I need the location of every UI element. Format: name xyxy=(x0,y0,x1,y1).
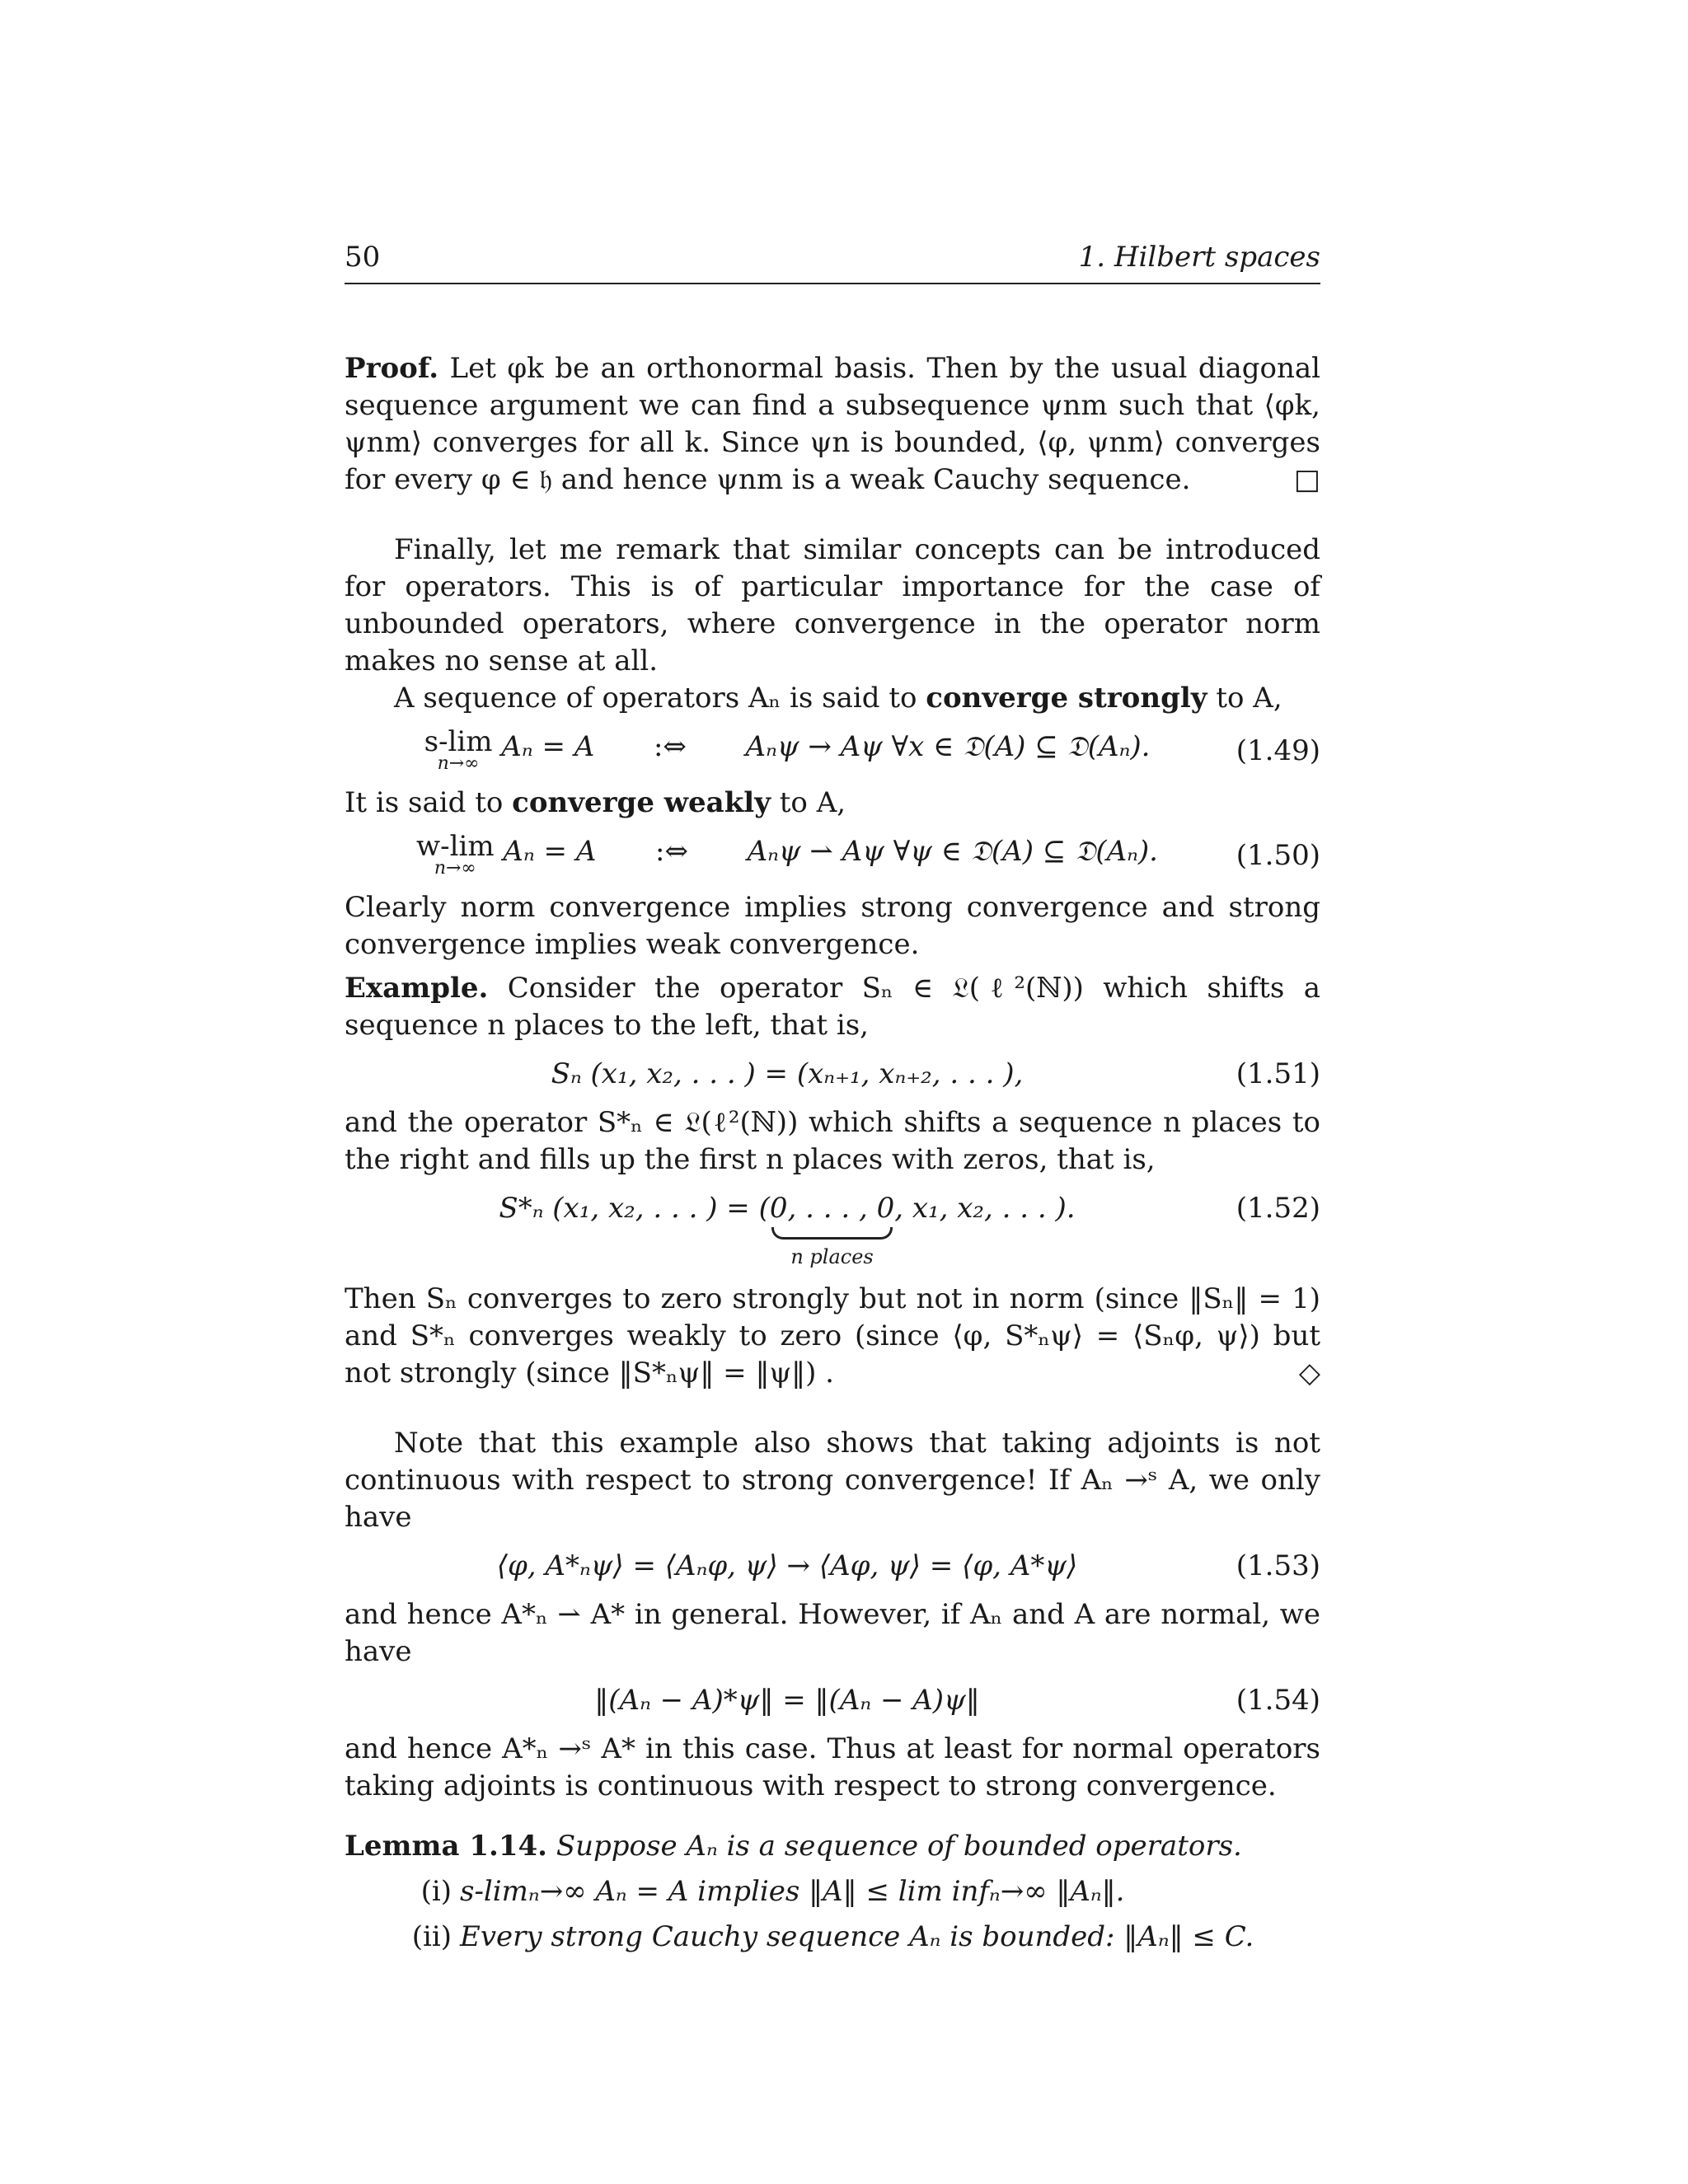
equation-rhs: , x₁, x₂, . . . ). xyxy=(894,1192,1076,1225)
equation-body: ‖(Aₙ − A)*ψ‖ = ‖(Aₙ − A)ψ‖ xyxy=(594,1684,980,1717)
example-text: Consider the operator Sₙ ∈ 𝔏(ℓ²(ℕ)) which shifts a sequence n places to the left, that is, xyxy=(345,972,1320,1042)
example-label: Example. xyxy=(345,972,489,1005)
lemma-item xyxy=(402,1919,1320,1956)
definition-text: A sequence of operators Aₙ is said to xyxy=(394,682,926,715)
chapter-title: 1. Hilbert spaces xyxy=(1078,241,1320,274)
weak-convergence-definition xyxy=(345,785,1320,822)
braced-zeros: 0, . . . , 0 xyxy=(769,1192,895,1225)
strong-term: converge strongly xyxy=(926,682,1207,715)
item-label: (i) xyxy=(420,1875,452,1908)
definition-text-end: to A, xyxy=(1207,682,1282,715)
limit-subscript: n→∞ xyxy=(434,858,476,879)
weak-term: converge weakly xyxy=(512,786,771,819)
normal-operators-paragraph: and hence A*ₙ ⇀ A* in general. However, if Aₙ and A are normal, we have xyxy=(345,1598,1320,1668)
equation-body xyxy=(345,830,1230,879)
item-text: Every strong Cauchy sequence Aₙ is bounded: ‖Aₙ‖ ≤ C. xyxy=(460,1920,1254,1953)
remark-paragraph: Finally, let me remark that similar concepts can be introduced for operators. This is of particular importance for the case of unbounded operators, where convergence in the operator norm makes no sense at all. xyxy=(345,533,1320,677)
equation-1-54 xyxy=(345,1682,1320,1719)
equation-rhs: Aₙψ → Aψ ∀x ∈ 𝔇(A) ⊆ 𝔇(Aₙ). xyxy=(745,730,1151,763)
equation-number: (1.52) xyxy=(1236,1192,1320,1225)
equation-1-50 xyxy=(345,830,1320,879)
continuity-paragraph: and hence A*ₙ →ˢ A* in this case. Thus at least for normal operators taking adjoints is continuous with respect to strong convergence. xyxy=(345,1732,1320,1802)
equation-number: (1.49) xyxy=(1236,733,1320,767)
equation-number: (1.54) xyxy=(1236,1684,1320,1717)
equation-number: (1.50) xyxy=(1236,838,1320,872)
limit-operator xyxy=(424,725,493,774)
lemma-statement xyxy=(345,1828,1320,1865)
equation-1-51 xyxy=(345,1056,1320,1093)
lemma-item xyxy=(402,1873,1320,1910)
proof-label: Proof. xyxy=(345,352,439,385)
equation-lhs: Aₙ = A xyxy=(492,730,595,763)
item-text: s-limₙ→∞ Aₙ = A implies ‖A‖ ≤ lim infₙ→∞ ‖Aₙ‖. xyxy=(460,1875,1125,1908)
end-of-example-symbol: ◇ xyxy=(1298,1357,1320,1390)
proof-text: Let φk be an orthonormal basis. Then by the usual diagonal sequence argument we can find a subsequence ψnm such that ⟨φk, ψnm⟩ converges for all k. Since ψn is bounded, ⟨φ, ψnm⟩ converges for every φ ∈ 𝔥 and hence ψnm is a weak Cauchy sequence. xyxy=(345,352,1321,496)
equation-number: (1.51) xyxy=(1236,1057,1320,1090)
equation-body: ⟨φ, A*ₙψ⟩ = ⟨Aₙφ, ψ⟩ → ⟨Aφ, ψ⟩ = ⟨φ, A*ψ⟩ xyxy=(496,1549,1078,1582)
adjoint-shift-paragraph: and the operator S*ₙ ∈ 𝔏(ℓ²(ℕ)) which shifts a sequence n places to the right and fills up the first n places with zeros, that is, xyxy=(345,1106,1320,1176)
equation-body xyxy=(345,1190,1230,1269)
convergence-discussion xyxy=(345,1281,1320,1392)
limit-subscript: n→∞ xyxy=(437,753,480,774)
equation-number: (1.53) xyxy=(1236,1549,1320,1582)
equation-body xyxy=(345,725,1230,774)
underbrace xyxy=(771,1227,893,1240)
equation-lhs: S*ₙ (x₁, x₂, . . . ) = ( xyxy=(499,1192,770,1225)
equation-body: Sₙ (x₁, x₂, . . . ) = (xₙ₊₁, xₙ₊₂, . . . ), xyxy=(551,1057,1024,1090)
qed-symbol: □ xyxy=(1293,463,1320,496)
underbrace-group xyxy=(770,1190,894,1269)
running-header xyxy=(345,239,1320,284)
limit-operator xyxy=(415,830,495,879)
implication-paragraph: Clearly norm convergence implies strong convergence and strong convergence implies weak convergence. xyxy=(345,891,1320,961)
lemma-text: Suppose Aₙ is a sequence of bounded operators. xyxy=(556,1830,1242,1863)
adjoint-note-paragraph: Note that this example also shows that taking adjoints is not continuous with respect to strong convergence! If Aₙ →ˢ A, we only have xyxy=(345,1427,1320,1534)
equation-1-53 xyxy=(345,1548,1320,1585)
definition-text: It is said to xyxy=(345,786,513,819)
equation-rhs: Aₙψ ⇀ Aψ ∀ψ ∈ 𝔇(A) ⊆ 𝔇(Aₙ). xyxy=(747,835,1158,868)
limit-label: s-lim xyxy=(424,725,493,758)
equation-lhs: Aₙ = A xyxy=(494,835,597,868)
strong-convergence-definition xyxy=(345,680,1320,717)
example-paragraph xyxy=(345,970,1320,1044)
item-label: (ii) xyxy=(411,1920,452,1953)
page-number: 50 xyxy=(345,241,381,274)
equivalence-symbol: :⇔ xyxy=(655,835,688,868)
definition-text-end: to A, xyxy=(770,786,846,819)
lemma-label: Lemma 1.14. xyxy=(345,1830,548,1863)
underbrace-label: n places xyxy=(790,1245,874,1268)
equation-1-52 xyxy=(345,1190,1320,1269)
equation-1-49 xyxy=(345,725,1320,774)
equivalence-symbol: :⇔ xyxy=(653,730,687,763)
book-page xyxy=(345,239,1320,1956)
lemma-items xyxy=(402,1873,1320,1956)
proof-paragraph xyxy=(345,350,1320,499)
limit-label: w-lim xyxy=(415,830,495,863)
discussion-text: Then Sₙ converges to zero strongly but not in norm (since ‖Sₙ‖ = 1) and S*ₙ converges weakly to zero (since ⟨φ, S*ₙψ⟩ = ⟨Sₙφ, ψ⟩) but not strongly (since ‖S*ₙψ‖ = ‖ψ‖) . xyxy=(345,1282,1320,1390)
